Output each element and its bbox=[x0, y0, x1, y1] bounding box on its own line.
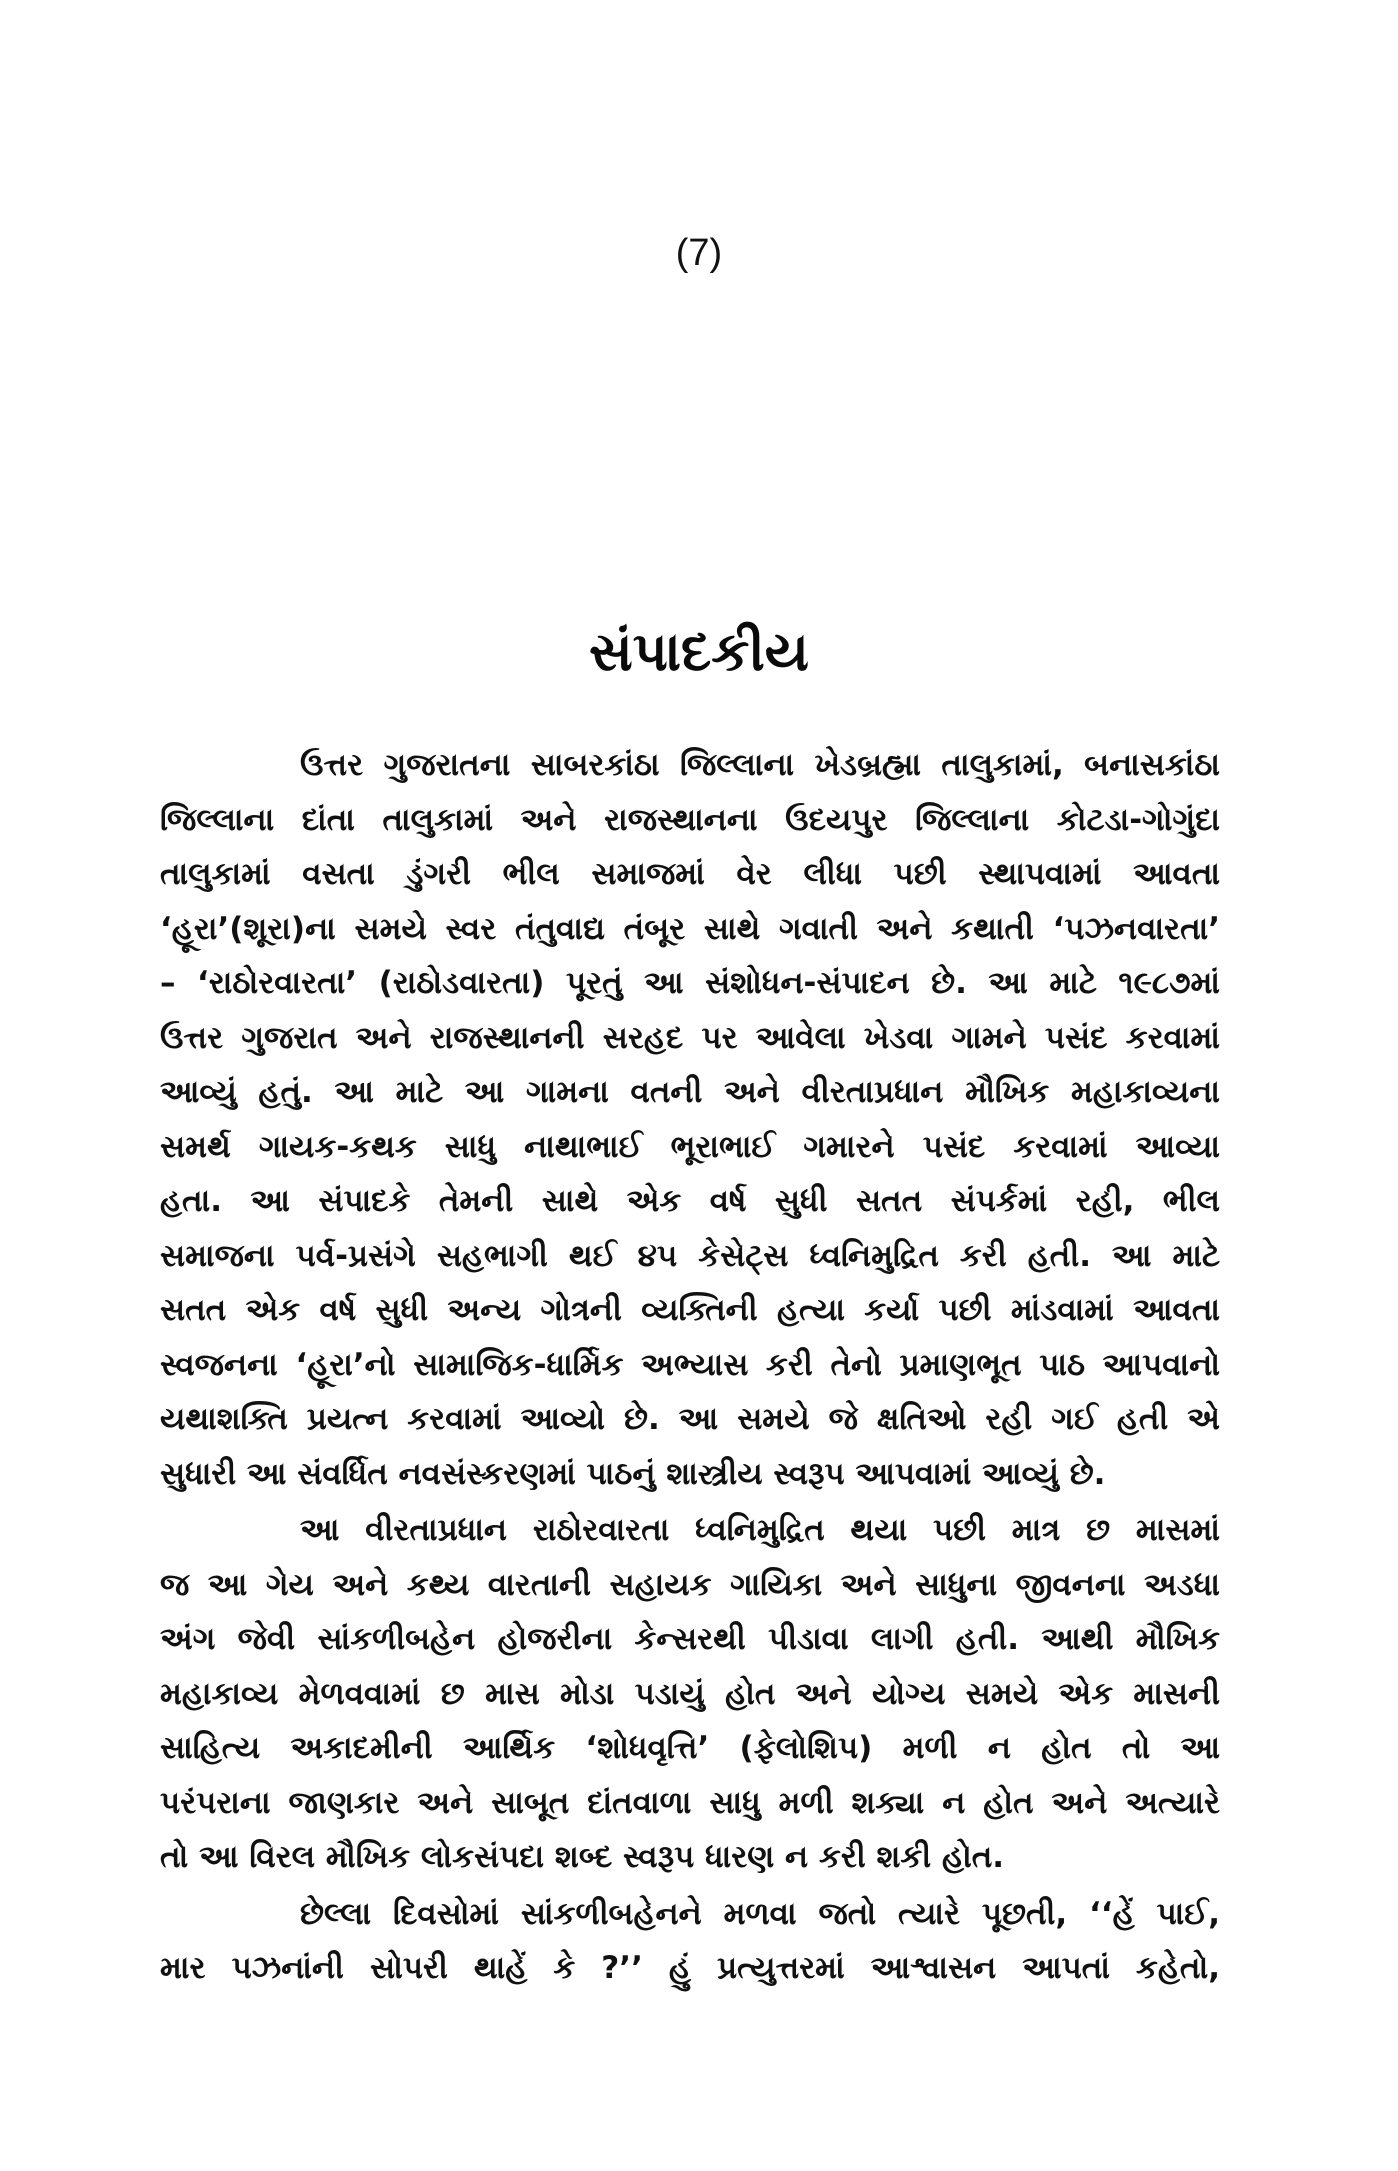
text-line: ‘હૂરા’(શૂરા)ના સમયે સ્વર તંતુવાદ્ય તંબૂર સાથે ગવાતી અને કથાતી ‘પઝનવારતા’ bbox=[160, 910, 1220, 947]
text-line: સમર્થ ગાયક-કથક સાધુ નાથાભાઈ ભૂરાભાઈ ગમારને પસંદ કરવામાં આવ્યા bbox=[160, 1128, 1220, 1165]
paragraph-2 bbox=[160, 1503, 1220, 1885]
text-line: – ‘રાઠોરવારતા’ (રાઠોડવારતા) પૂરતું આ સંશોધન-સંપાદન છે. આ માટે ૧૯૮૭માં bbox=[160, 965, 1220, 1001]
text-line: સમાજના પર્વ-પ્રસંગે સહભાગી થઈ ૪૫ કેસેટ્સ ધ્વનિમુદ્રિત કરી હતી. આ માટે bbox=[160, 1237, 1220, 1274]
body-text bbox=[160, 738, 1220, 1998]
text-line: છેલ્લા દિવસોમાં સાંકળીબહેનને મળવા જતો ત્યારે પૂછતી, ‘‘હેં પાઈ, bbox=[300, 1895, 1220, 1932]
text-line: અંગ જેવી સાંકળીબહેન હોજરીના કેન્સરથી પીડાવા લાગી હતી. આથી મૌખિક bbox=[160, 1621, 1220, 1657]
text-line: આ વીરતાપ્રધાન રાઠોરવારતા ધ્વનિમુદ્રિત થયા પછી માત્ર છ માસમાં bbox=[300, 1512, 1220, 1548]
text-line: માર પઝનાંની સોપરી થાહેં કે ?’’ હું પ્રત્યુત્તરમાં આશ્વાસન આપતાં કહેતો, bbox=[160, 1950, 1220, 1986]
text-line: જ આ ગેય અને કથ્ય વારતાની સહાયક ગાયિકા અને સાધુના જીવનના અડધા bbox=[160, 1566, 1220, 1603]
paragraph-3 bbox=[160, 1887, 1220, 1996]
text-line: ઉત્તર ગુજરાત અને રાજસ્થાનની સરહદ પર આવેલા ખેડવા ગામને પસંદ કરવામાં bbox=[160, 1019, 1220, 1056]
text-line: યથાશક્તિ પ્રયત્ન કરવામાં આવ્યો છે. આ સમયે જે ક્ષતિઓ રહી ગઈ હતી એ bbox=[160, 1401, 1220, 1437]
text-line: સતત એક વર્ષ સુધી અન્ય ગોત્રની વ્યક્તિની હત્યા કર્યા પછી માંડવામાં આવતા bbox=[160, 1292, 1220, 1328]
text-line: તાલુકામાં વસતા ડુંગરી ભીલ સમાજમાં વેર લીધા પછી સ્થાપવામાં આવતા bbox=[160, 856, 1220, 892]
text-line: પરંપરાના જાણકાર અને સાબૂત દાંતવાળા સાધુ મળી શક્યા ન હોત અને અત્યારે bbox=[160, 1784, 1220, 1821]
text-line: તો આ વિરલ મૌખિક લોકસંપદા શબ્દ સ્વરૂપ ધારણ ન કરી શકી હોત. bbox=[160, 1839, 1005, 1875]
page-number: (7) bbox=[675, 232, 723, 274]
text-line: સ્વજનના ‘હૂરા’નો સામાજિક-ધાર્મિક અભ્યાસ કરી તેનો પ્રમાણભૂત પાઠ આપવાનો bbox=[160, 1346, 1220, 1383]
page-title: સંપાદકીય bbox=[589, 620, 809, 683]
text-line: આવ્યું હતું. આ માટે આ ગામના વતની અને વીરતાપ્રધાન મૌખિક મહાકાવ્યના bbox=[160, 1074, 1220, 1110]
paragraph-1 bbox=[160, 738, 1220, 1501]
text-line: મહાકાવ્ય મેળવવામાં છ માસ મોડા પડાયું હોત અને યોગ્ય સમયે એક માસની bbox=[160, 1675, 1220, 1712]
text-line: ઉત્તર ગુજરાતના સાબરકાંઠા જિલ્લાના ખેડબ્રહ્મા તાલુકામાં, બનાસકાંઠા bbox=[300, 747, 1220, 783]
text-line: સાહિત્ય અકાદમીની આર્થિક ‘શોધવૃત્તિ’ (ફેલોશિપ) મળી ન હોત તો આ bbox=[160, 1730, 1220, 1766]
text-line: સુધારી આ સંવર્ધિત નવસંસ્કરણમાં પાઠનું શાસ્ત્રીય સ્વરૂપ આપવામાં આવ્યું છે. bbox=[160, 1455, 1106, 1492]
text-line: હતા. આ સંપાદકે તેમની સાથે એક વર્ષ સુધી સતત સંપર્કમાં રહી, ભીલ bbox=[160, 1183, 1220, 1219]
text-line: જિલ્લાના દાંતા તાલુકામાં અને રાજસ્થાનના ઉદયપુર જિલ્લાના કોટડા-ગોગુંદા bbox=[160, 801, 1220, 838]
